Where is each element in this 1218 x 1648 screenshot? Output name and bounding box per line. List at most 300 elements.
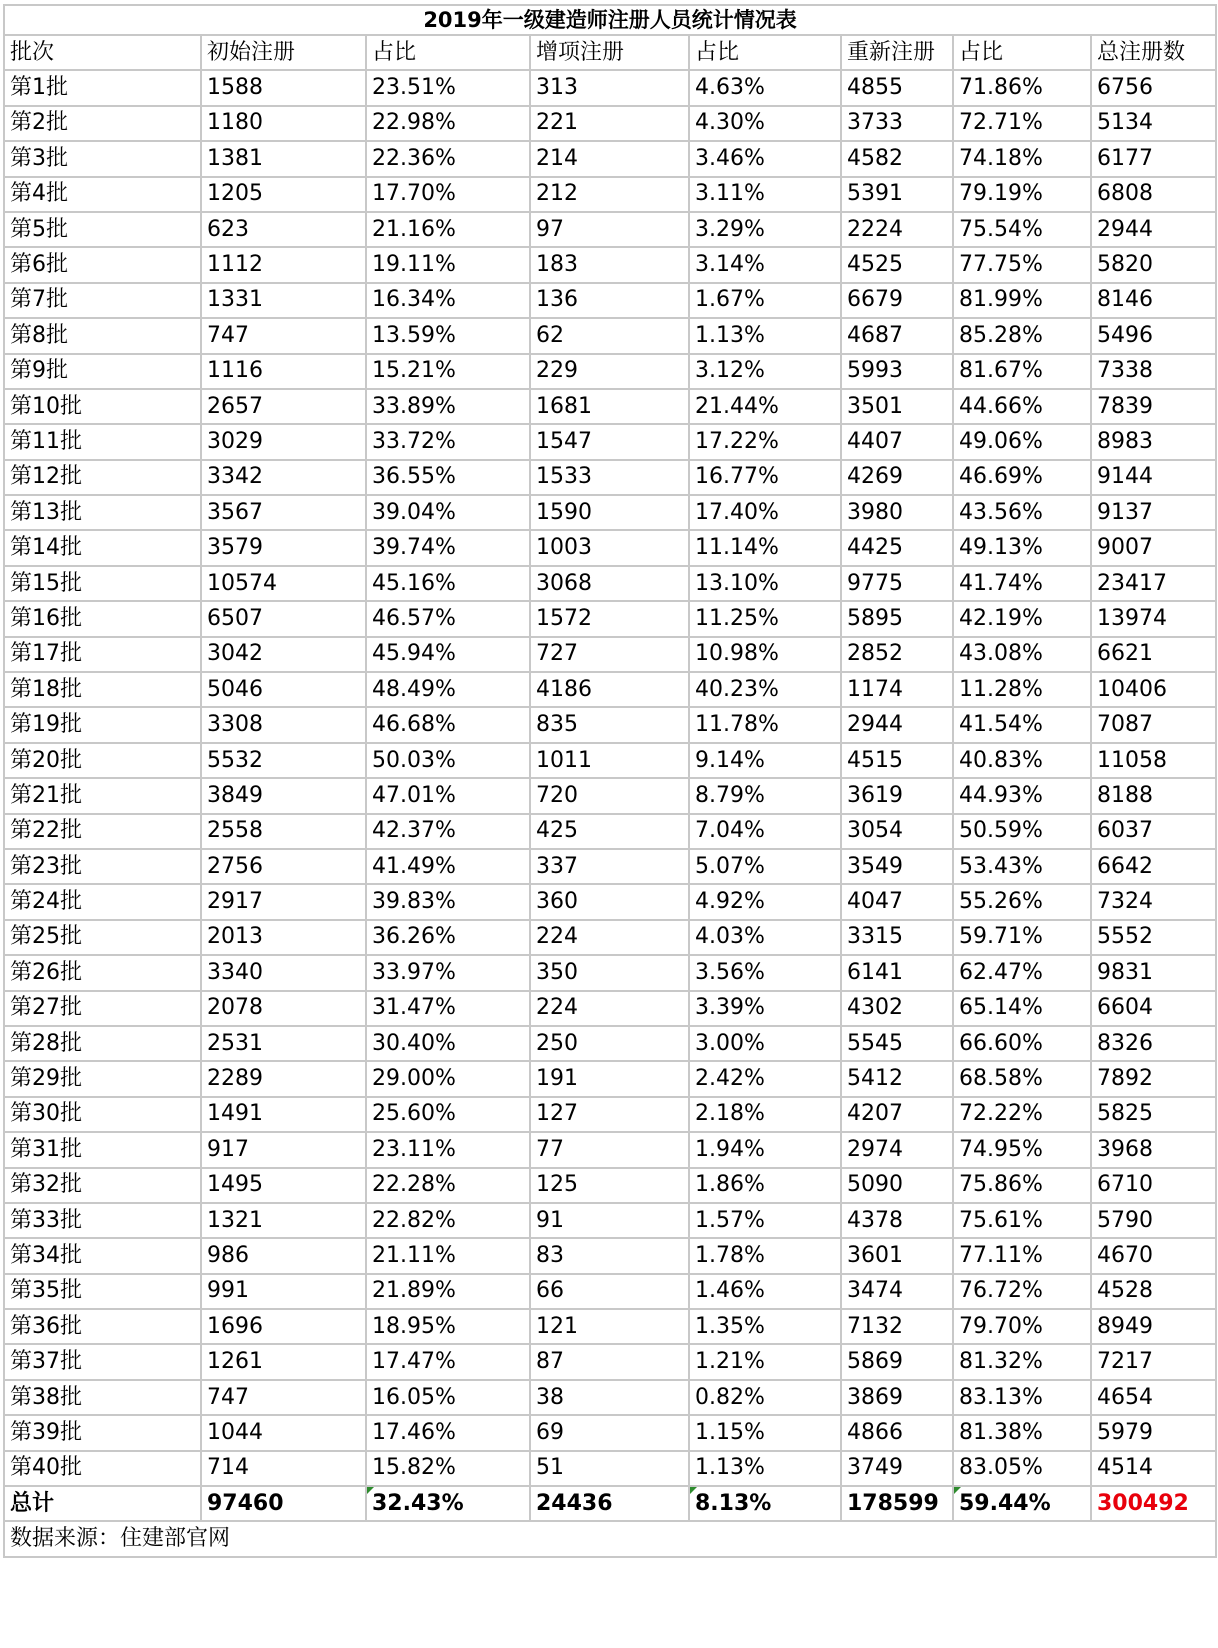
cell-additional-share: 0.82% (689, 1380, 841, 1415)
header-additional-registration: 增项注册 (530, 35, 689, 70)
cell-re-registration: 3869 (841, 1380, 953, 1415)
cell-re-share: 74.95% (953, 1132, 1091, 1167)
cell-re-share: 42.19% (953, 601, 1091, 636)
cell-re-registration: 6141 (841, 955, 953, 990)
cell-re-registration: 4855 (841, 70, 953, 105)
cell-batch: 第25批 (4, 920, 201, 955)
cell-additional-share: 16.77% (689, 460, 841, 495)
cell-re-share: 79.70% (953, 1309, 1091, 1344)
cell-additional-registration: 337 (530, 849, 689, 884)
cell-initial-registration: 3308 (201, 707, 366, 742)
cell-additional-share: 3.56% (689, 955, 841, 990)
cell-initial-registration: 3340 (201, 955, 366, 990)
table-title: 2019年一级建造师注册人员统计情况表 (4, 5, 1216, 35)
cell-additional-share: 4.03% (689, 920, 841, 955)
table-row (4, 637, 1216, 672)
cell-initial-registration: 3042 (201, 637, 366, 672)
cell-batch: 第19批 (4, 707, 201, 742)
cell-initial-registration: 3579 (201, 530, 366, 565)
cell-batch: 第13批 (4, 495, 201, 530)
cell-total-registrations: 7839 (1091, 389, 1216, 424)
cell-re-share: 44.93% (953, 778, 1091, 813)
cell-additional-share: 8.79% (689, 778, 841, 813)
cell-re-registration: 2224 (841, 212, 953, 247)
cell-re-share: 79.19% (953, 177, 1091, 212)
cell-initial-registration: 1044 (201, 1415, 366, 1450)
cell-initial-share: 33.72% (366, 424, 530, 459)
cell-additional-share: 17.22% (689, 424, 841, 459)
table-row (4, 1026, 1216, 1061)
cell-re-registration: 4866 (841, 1415, 953, 1450)
cell-initial-registration: 991 (201, 1274, 366, 1309)
cell-initial-share: 45.16% (366, 566, 530, 601)
cell-re-share: 77.75% (953, 247, 1091, 282)
cell-initial-share: 45.94% (366, 637, 530, 672)
cell-additional-share: 1.13% (689, 1451, 841, 1486)
cell-batch: 第26批 (4, 955, 201, 990)
table-row (4, 814, 1216, 849)
cell-additional-registration: 425 (530, 814, 689, 849)
cell-additional-registration: 66 (530, 1274, 689, 1309)
header-re-share: 占比 (953, 35, 1091, 70)
cell-additional-registration: 1011 (530, 743, 689, 778)
table-row (4, 1097, 1216, 1132)
cell-additional-share: 11.78% (689, 707, 841, 742)
cell-initial-registration: 2558 (201, 814, 366, 849)
cell-additional-share: 1.67% (689, 283, 841, 318)
cell-initial-share: 18.95% (366, 1309, 530, 1344)
cell-additional-registration: 136 (530, 283, 689, 318)
cell-additional-share: 40.23% (689, 672, 841, 707)
cell-additional-share: 1.21% (689, 1344, 841, 1379)
cell-initial-share: 39.74% (366, 530, 530, 565)
data-source-note: 数据来源：住建部官网 (4, 1521, 1216, 1557)
table-row (4, 141, 1216, 176)
cell-additional-registration: 221 (530, 106, 689, 141)
cell-initial-share: 22.28% (366, 1168, 530, 1203)
cell-initial-registration: 917 (201, 1132, 366, 1167)
cell-total-registrations: 6621 (1091, 637, 1216, 672)
cell-batch: 第32批 (4, 1168, 201, 1203)
cell-initial-registration: 1696 (201, 1309, 366, 1344)
table-row (4, 1451, 1216, 1486)
cell-re-registration: 5090 (841, 1168, 953, 1203)
cell-additional-registration: 127 (530, 1097, 689, 1132)
cell-initial-registration: 2531 (201, 1026, 366, 1061)
total-initial-registration: 97460 (201, 1486, 366, 1521)
cell-total-registrations: 3968 (1091, 1132, 1216, 1167)
cell-additional-registration: 125 (530, 1168, 689, 1203)
cell-batch: 第6批 (4, 247, 201, 282)
cell-initial-registration: 1116 (201, 354, 366, 389)
cell-additional-share: 1.94% (689, 1132, 841, 1167)
cell-re-share: 41.54% (953, 707, 1091, 742)
source-row (4, 1521, 1216, 1557)
cell-batch: 第30批 (4, 1097, 201, 1132)
cell-initial-registration: 2657 (201, 389, 366, 424)
cell-total-registrations: 5790 (1091, 1203, 1216, 1238)
table-row (4, 1203, 1216, 1238)
cell-total-registrations: 13974 (1091, 601, 1216, 636)
cell-re-share: 76.72% (953, 1274, 1091, 1309)
cell-initial-share: 21.11% (366, 1238, 530, 1273)
cell-total-registrations: 9144 (1091, 460, 1216, 495)
cell-re-share: 41.74% (953, 566, 1091, 601)
cell-re-registration: 3601 (841, 1238, 953, 1273)
cell-initial-registration: 2289 (201, 1061, 366, 1096)
cell-initial-registration: 2078 (201, 991, 366, 1026)
cell-total-registrations: 5134 (1091, 106, 1216, 141)
cell-additional-share: 17.40% (689, 495, 841, 530)
cell-re-registration: 3474 (841, 1274, 953, 1309)
cell-re-registration: 6679 (841, 283, 953, 318)
table-row (4, 1344, 1216, 1379)
cell-initial-registration: 1381 (201, 141, 366, 176)
cell-initial-registration: 3029 (201, 424, 366, 459)
cell-batch: 第34批 (4, 1238, 201, 1273)
cell-additional-registration: 350 (530, 955, 689, 990)
cell-batch: 第15批 (4, 566, 201, 601)
cell-initial-registration: 1331 (201, 283, 366, 318)
cell-total-registrations: 9137 (1091, 495, 1216, 530)
cell-additional-share: 1.57% (689, 1203, 841, 1238)
cell-re-share: 75.54% (953, 212, 1091, 247)
cell-re-share: 83.05% (953, 1451, 1091, 1486)
cell-re-share: 75.86% (953, 1168, 1091, 1203)
cell-additional-registration: 4186 (530, 672, 689, 707)
cell-total-registrations: 5496 (1091, 318, 1216, 353)
cell-total-registrations: 7217 (1091, 1344, 1216, 1379)
cell-batch: 第39批 (4, 1415, 201, 1450)
cell-initial-registration: 1112 (201, 247, 366, 282)
cell-total-registrations: 6177 (1091, 141, 1216, 176)
cell-re-registration: 3733 (841, 106, 953, 141)
cell-additional-share: 1.15% (689, 1415, 841, 1450)
cell-batch: 第24批 (4, 884, 201, 919)
cell-batch: 第5批 (4, 212, 201, 247)
spreadsheet (3, 4, 1215, 1558)
cell-additional-share: 11.14% (689, 530, 841, 565)
cell-batch: 第7批 (4, 283, 201, 318)
cell-initial-registration: 3849 (201, 778, 366, 813)
total-additional-registration: 24436 (530, 1486, 689, 1521)
cell-additional-registration: 183 (530, 247, 689, 282)
table-row (4, 743, 1216, 778)
cell-re-share: 75.61% (953, 1203, 1091, 1238)
cell-additional-share: 10.98% (689, 637, 841, 672)
cell-initial-registration: 3567 (201, 495, 366, 530)
cell-additional-registration: 1590 (530, 495, 689, 530)
cell-re-share: 81.99% (953, 283, 1091, 318)
cell-additional-registration: 212 (530, 177, 689, 212)
table-row (4, 1061, 1216, 1096)
cell-additional-share: 13.10% (689, 566, 841, 601)
cell-initial-registration: 747 (201, 1380, 366, 1415)
cell-re-share: 81.32% (953, 1344, 1091, 1379)
cell-batch: 第2批 (4, 106, 201, 141)
cell-initial-share: 31.47% (366, 991, 530, 1026)
cell-batch: 第27批 (4, 991, 201, 1026)
table-row (4, 672, 1216, 707)
header-row (4, 35, 1216, 70)
cell-re-registration: 3619 (841, 778, 953, 813)
registration-stats-table (3, 4, 1217, 1558)
cell-initial-share: 17.46% (366, 1415, 530, 1450)
cell-initial-share: 39.04% (366, 495, 530, 530)
cell-batch: 第21批 (4, 778, 201, 813)
table-row (4, 991, 1216, 1026)
cell-total-registrations: 8326 (1091, 1026, 1216, 1061)
cell-additional-share: 3.00% (689, 1026, 841, 1061)
header-initial-share: 占比 (366, 35, 530, 70)
cell-initial-share: 41.49% (366, 849, 530, 884)
cell-batch: 第17批 (4, 637, 201, 672)
cell-batch: 第20批 (4, 743, 201, 778)
cell-initial-share: 39.83% (366, 884, 530, 919)
cell-additional-registration: 91 (530, 1203, 689, 1238)
cell-re-share: 44.66% (953, 389, 1091, 424)
cell-batch: 第1批 (4, 70, 201, 105)
cell-additional-share: 1.13% (689, 318, 841, 353)
cell-additional-registration: 1003 (530, 530, 689, 565)
cell-re-share: 74.18% (953, 141, 1091, 176)
cell-re-registration: 4407 (841, 424, 953, 459)
cell-initial-registration: 2917 (201, 884, 366, 919)
cell-re-share: 55.26% (953, 884, 1091, 919)
cell-total-registrations: 10406 (1091, 672, 1216, 707)
cell-batch: 第12批 (4, 460, 201, 495)
table-row (4, 424, 1216, 459)
cell-batch: 第37批 (4, 1344, 201, 1379)
cell-batch: 第33批 (4, 1203, 201, 1238)
cell-additional-registration: 313 (530, 70, 689, 105)
cell-batch: 第22批 (4, 814, 201, 849)
cell-re-share: 85.28% (953, 318, 1091, 353)
cell-additional-share: 21.44% (689, 389, 841, 424)
table-row (4, 70, 1216, 105)
table-row (4, 495, 1216, 530)
cell-total-registrations: 6710 (1091, 1168, 1216, 1203)
cell-re-share: 40.83% (953, 743, 1091, 778)
cell-initial-registration: 2013 (201, 920, 366, 955)
cell-additional-registration: 1572 (530, 601, 689, 636)
cell-total-registrations: 6808 (1091, 177, 1216, 212)
cell-initial-share: 33.97% (366, 955, 530, 990)
cell-additional-registration: 214 (530, 141, 689, 176)
cell-batch: 第9批 (4, 354, 201, 389)
cell-initial-registration: 623 (201, 212, 366, 247)
cell-initial-registration: 1205 (201, 177, 366, 212)
cell-additional-registration: 224 (530, 991, 689, 1026)
cell-re-registration: 5869 (841, 1344, 953, 1379)
cell-batch: 第4批 (4, 177, 201, 212)
cell-total-registrations: 5552 (1091, 920, 1216, 955)
cell-re-registration: 4302 (841, 991, 953, 1026)
table-row (4, 849, 1216, 884)
cell-re-share: 66.60% (953, 1026, 1091, 1061)
cell-initial-share: 21.89% (366, 1274, 530, 1309)
cell-initial-registration: 714 (201, 1451, 366, 1486)
cell-total-registrations: 6756 (1091, 70, 1216, 105)
cell-initial-registration: 1261 (201, 1344, 366, 1379)
cell-additional-registration: 83 (530, 1238, 689, 1273)
cell-re-share: 43.08% (953, 637, 1091, 672)
cell-additional-registration: 191 (530, 1061, 689, 1096)
cell-total-registrations: 9007 (1091, 530, 1216, 565)
cell-additional-share: 5.07% (689, 849, 841, 884)
cell-additional-registration: 51 (530, 1451, 689, 1486)
cell-initial-registration: 10574 (201, 566, 366, 601)
table-row (4, 460, 1216, 495)
table-row (4, 247, 1216, 282)
cell-re-registration: 2974 (841, 1132, 953, 1167)
cell-total-registrations: 23417 (1091, 566, 1216, 601)
cell-batch: 第29批 (4, 1061, 201, 1096)
cell-initial-registration: 3342 (201, 460, 366, 495)
title-row (4, 5, 1216, 35)
cell-re-registration: 4047 (841, 884, 953, 919)
cell-initial-share: 17.47% (366, 1344, 530, 1379)
cell-total-registrations: 7324 (1091, 884, 1216, 919)
cell-additional-registration: 1681 (530, 389, 689, 424)
cell-initial-registration: 2756 (201, 849, 366, 884)
cell-additional-share: 4.92% (689, 884, 841, 919)
cell-re-share: 50.59% (953, 814, 1091, 849)
total-re-registration: 178599 (841, 1486, 953, 1521)
cell-batch: 第11批 (4, 424, 201, 459)
cell-batch: 第8批 (4, 318, 201, 353)
cell-re-share: 49.13% (953, 530, 1091, 565)
cell-re-registration: 4525 (841, 247, 953, 282)
cell-batch: 第3批 (4, 141, 201, 176)
cell-additional-share: 2.18% (689, 1097, 841, 1132)
cell-initial-share: 48.49% (366, 672, 530, 707)
table-row (4, 106, 1216, 141)
cell-additional-registration: 121 (530, 1309, 689, 1344)
cell-batch: 第36批 (4, 1309, 201, 1344)
cell-total-registrations: 8983 (1091, 424, 1216, 459)
cell-re-share: 68.58% (953, 1061, 1091, 1096)
total-row (4, 1486, 1216, 1521)
cell-additional-registration: 250 (530, 1026, 689, 1061)
table-row (4, 1132, 1216, 1167)
cell-total-registrations: 4670 (1091, 1238, 1216, 1273)
cell-initial-registration: 986 (201, 1238, 366, 1273)
cell-total-registrations: 5979 (1091, 1415, 1216, 1450)
cell-re-registration: 7132 (841, 1309, 953, 1344)
cell-additional-registration: 38 (530, 1380, 689, 1415)
header-re-registration: 重新注册 (841, 35, 953, 70)
cell-re-share: 65.14% (953, 991, 1091, 1026)
cell-initial-share: 22.36% (366, 141, 530, 176)
cell-initial-share: 25.60% (366, 1097, 530, 1132)
total-re-share: 59.44% (953, 1486, 1091, 1521)
cell-additional-registration: 835 (530, 707, 689, 742)
cell-initial-share: 46.68% (366, 707, 530, 742)
table-row (4, 1309, 1216, 1344)
cell-re-share: 81.38% (953, 1415, 1091, 1450)
cell-additional-share: 11.25% (689, 601, 841, 636)
cell-initial-registration: 1321 (201, 1203, 366, 1238)
cell-initial-share: 22.82% (366, 1203, 530, 1238)
cell-re-registration: 4425 (841, 530, 953, 565)
total-initial-share: 32.43% (366, 1486, 530, 1521)
cell-re-registration: 9775 (841, 566, 953, 601)
cell-initial-registration: 1588 (201, 70, 366, 105)
cell-re-registration: 2852 (841, 637, 953, 672)
cell-re-registration: 5895 (841, 601, 953, 636)
cell-re-share: 53.43% (953, 849, 1091, 884)
cell-total-registrations: 6642 (1091, 849, 1216, 884)
table-row (4, 707, 1216, 742)
cell-total-registrations: 6604 (1091, 991, 1216, 1026)
cell-re-registration: 4582 (841, 141, 953, 176)
cell-batch: 第23批 (4, 849, 201, 884)
cell-initial-share: 30.40% (366, 1026, 530, 1061)
cell-batch: 第16批 (4, 601, 201, 636)
cell-initial-share: 16.05% (366, 1380, 530, 1415)
cell-initial-share: 22.98% (366, 106, 530, 141)
cell-initial-share: 36.26% (366, 920, 530, 955)
cell-additional-share: 4.63% (689, 70, 841, 105)
cell-initial-share: 47.01% (366, 778, 530, 813)
cell-additional-registration: 360 (530, 884, 689, 919)
cell-initial-share: 15.82% (366, 1451, 530, 1486)
cell-initial-share: 19.11% (366, 247, 530, 282)
cell-initial-share: 15.21% (366, 354, 530, 389)
table-row (4, 1274, 1216, 1309)
table-row (4, 601, 1216, 636)
table-row (4, 566, 1216, 601)
cell-total-registrations: 9831 (1091, 955, 1216, 990)
cell-additional-share: 9.14% (689, 743, 841, 778)
cell-re-share: 49.06% (953, 424, 1091, 459)
cell-additional-share: 1.78% (689, 1238, 841, 1273)
cell-re-share: 77.11% (953, 1238, 1091, 1273)
table-row (4, 884, 1216, 919)
cell-additional-registration: 229 (530, 354, 689, 389)
header-additional-share: 占比 (689, 35, 841, 70)
cell-total-registrations: 2944 (1091, 212, 1216, 247)
cell-re-registration: 4378 (841, 1203, 953, 1238)
table-row (4, 212, 1216, 247)
cell-total-registrations: 7087 (1091, 707, 1216, 742)
table-row (4, 920, 1216, 955)
cell-re-registration: 4515 (841, 743, 953, 778)
cell-batch: 第31批 (4, 1132, 201, 1167)
cell-re-share: 43.56% (953, 495, 1091, 530)
cell-total-registrations: 5825 (1091, 1097, 1216, 1132)
total-registrations-grand-total: 300492 (1091, 1486, 1216, 1521)
cell-re-share: 72.71% (953, 106, 1091, 141)
cell-initial-registration: 1180 (201, 106, 366, 141)
cell-re-share: 83.13% (953, 1380, 1091, 1415)
cell-additional-registration: 87 (530, 1344, 689, 1379)
cell-re-registration: 3054 (841, 814, 953, 849)
table-row (4, 354, 1216, 389)
cell-re-registration: 5993 (841, 354, 953, 389)
cell-initial-share: 29.00% (366, 1061, 530, 1096)
table-row (4, 177, 1216, 212)
cell-batch: 第28批 (4, 1026, 201, 1061)
cell-initial-share: 36.55% (366, 460, 530, 495)
cell-re-share: 62.47% (953, 955, 1091, 990)
cell-total-registrations: 11058 (1091, 743, 1216, 778)
table-row (4, 1238, 1216, 1273)
cell-re-registration: 2944 (841, 707, 953, 742)
cell-re-registration: 5545 (841, 1026, 953, 1061)
cell-additional-registration: 720 (530, 778, 689, 813)
